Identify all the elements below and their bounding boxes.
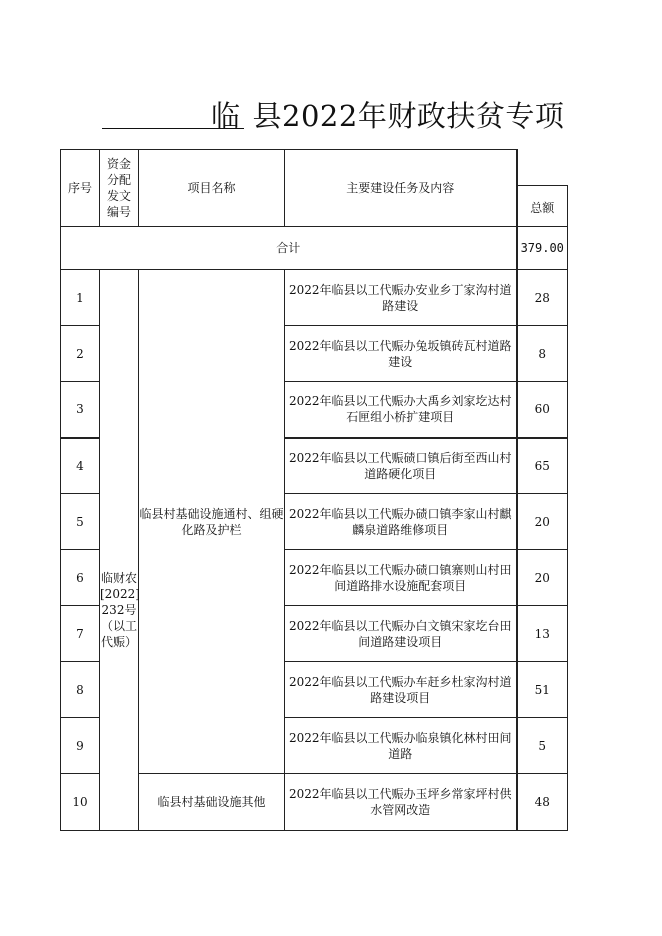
task-description: 2022年临县以工代赈碛口镇后街至西山村道路硬化项目 xyxy=(285,438,517,494)
task-description: 2022年临县以工代赈办兔坂镇砖瓦村道路建设 xyxy=(285,326,517,382)
project-name: 临县村基础设施通村、组硬化路及护栏 xyxy=(139,270,285,774)
header-doc-line: 发文 xyxy=(106,189,131,203)
row-index: 2 xyxy=(61,326,100,382)
doc-ref-line: 232号 xyxy=(101,603,137,617)
task-description: 2022年临县以工代赈办临泉镇化林村田间道路 xyxy=(285,718,517,774)
row-amount: 8 xyxy=(517,326,568,382)
task-description: 2022年临县以工代赈办碛口镇寨则山村田间道路排水设施配套项目 xyxy=(285,550,517,606)
header-doc-line: 编号 xyxy=(106,205,131,219)
summary-label: 合计 xyxy=(61,227,517,270)
row-amount: 20 xyxy=(517,550,568,606)
task-description: 2022年临县以工代赈办白文镇宋家圪台田间道路建设项目 xyxy=(285,606,517,662)
row-index: 4 xyxy=(61,438,100,494)
header-main-tasks: 主要建设任务及内容 xyxy=(285,150,517,227)
row-index: 7 xyxy=(61,606,100,662)
row-amount: 20 xyxy=(517,494,568,550)
header-index: 序号 xyxy=(61,150,100,227)
summary-total: 379.00 xyxy=(517,227,568,270)
doc-ref-line: [2022] xyxy=(100,587,140,601)
header-doc-line: 分配 xyxy=(106,173,131,187)
doc-ref-line: （以工 xyxy=(100,619,137,633)
row-amount: 13 xyxy=(517,606,568,662)
row-amount: 5 xyxy=(517,718,568,774)
task-description: 2022年临县以工代赈办玉坪乡常家坪村供水管网改造 xyxy=(285,774,517,831)
task-description: 2022年临县以工代赈办碛口镇李家山村麒麟泉道路维修项目 xyxy=(285,494,517,550)
title-text: 县2022年财政扶贫专项 xyxy=(252,99,565,133)
project-name: 临县村基础设施其他 xyxy=(139,774,285,831)
header-total: 总额 xyxy=(517,186,568,227)
task-description: 2022年临县以工代赈办车赶乡杜家沟村道路建设项目 xyxy=(285,662,517,718)
funds-table xyxy=(60,149,568,831)
title-prefix: 临 xyxy=(211,99,241,133)
page-title xyxy=(211,98,564,134)
doc-reference xyxy=(100,270,139,831)
table-row xyxy=(61,270,568,326)
row-index: 5 xyxy=(61,494,100,550)
header-blank xyxy=(517,150,568,186)
row-index: 3 xyxy=(61,382,100,438)
row-index: 9 xyxy=(61,718,100,774)
row-amount: 51 xyxy=(517,662,568,718)
row-amount: 48 xyxy=(517,774,568,831)
row-amount: 28 xyxy=(517,270,568,326)
header-doc-number xyxy=(100,150,139,227)
row-index: 8 xyxy=(61,662,100,718)
header-doc-line: 资金 xyxy=(106,157,131,171)
row-index: 6 xyxy=(61,550,100,606)
row-index: 10 xyxy=(61,774,100,831)
row-index: 1 xyxy=(61,270,100,326)
task-description: 2022年临县以工代赈办大禹乡刘家圪达村石匣组小桥扩建项目 xyxy=(285,382,517,438)
task-description: 2022年临县以工代赈办安业乡丁家沟村道路建设 xyxy=(285,270,517,326)
doc-ref-line: 代赈） xyxy=(100,635,137,649)
header-project-name: 项目名称 xyxy=(139,150,285,227)
doc-ref-line: 临财农 xyxy=(100,571,137,585)
row-amount: 65 xyxy=(517,438,568,494)
row-amount: 60 xyxy=(517,382,568,438)
